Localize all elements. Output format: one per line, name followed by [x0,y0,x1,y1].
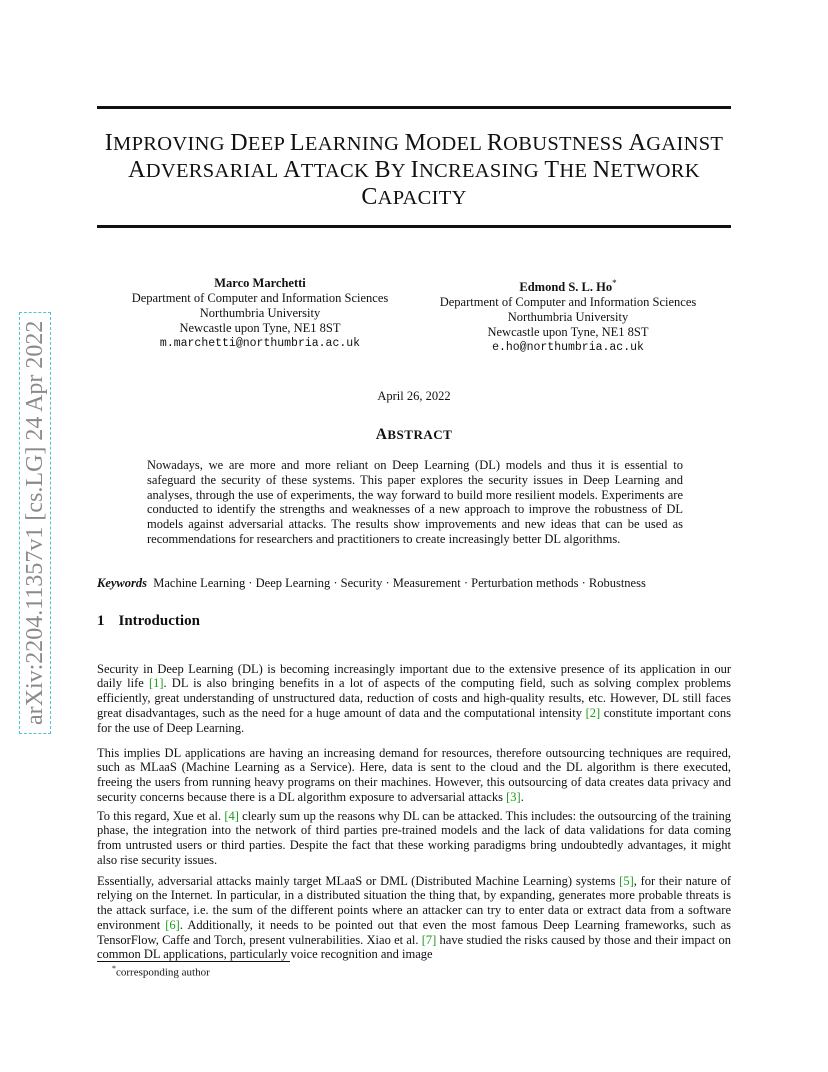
author-name-line [408,276,728,295]
section-heading [97,613,200,630]
title-line: CAPACITY [361,184,467,210]
citation-link[interactable]: [7] [421,932,437,947]
title-line: IMPROVING DEEP LEARNING MODEL ROBUSTNESS AGAINST [104,130,724,156]
paragraph-text: . DL is also bringing benefits in a lot of aspects of the computing field, such as solving complex problems efficiently, great understanding of unstructured data, reduction of costs and high-quality results, etc. However, DL still faces great disadvantages, such as the need for a huge amount of data and the computational intensity [97,676,731,720]
abstract-heading: ABSTRACT [375,426,453,443]
footnote-text: corresponding author [116,966,210,979]
abstract-text: Nowadays, we are more and more reliant on Deep Learning (DL) models and thus it is essential to safeguard the security of these systems. This paper explores the security issues in Deep Learning and analyses, through the use of experiments, the way forward to build more resilient models. Experiments are conducted to identify the strengths and weaknesses of a new approach to improve the robustness of DL models against adversarial attacks. The results show improvements and new ideas that can be used as recommendations for researchers and practitioners to create increasingly better DL algorithms. [147,458,683,546]
author-city: Newcastle upon Tyne, NE1 8ST [487,325,649,340]
keywords-list: Machine Learning · Deep Learning · Security · Measurement · Perturbation methods · Robustness [153,576,646,590]
citation-link[interactable]: [4] [224,808,239,823]
author-block [408,276,728,355]
paragraph-text: This implies DL applications are having an increasing demand for resources, therefore outsourcing techniques are required, such as MLaaS (Machine Learning as a Service). Here, data is sent to the cloud and the DL algorithm is there executed, freeing the users from running heavy programs on their machines. However, this outsourcing of data creates data privacy and security concerns because there is a DL algorithm exposure to adversarial attacks [97,745,731,804]
citation-link[interactable]: [1] [148,676,164,691]
citation-link[interactable]: [6] [165,917,180,932]
paper-title [97,130,731,211]
body-paragraph [97,662,731,736]
body-paragraph [97,874,731,963]
arxiv-identifier[interactable]: arXiv:2204.11357v1 [cs.LG] 24 Apr 2022 [19,312,51,734]
paragraph-text: constitute important cons for the use of Deep Learning. [97,705,731,735]
paragraph-text: Essentially, adversarial attacks mainly target MLaaS or DML (Distributed Machine Learning) systems [97,873,620,888]
author-affiliation: Department of Computer and Information Sciences [439,295,697,310]
author-email[interactable]: e.ho@northumbria.ac.uk [492,341,644,355]
author-name: Marco Marchetti [214,276,306,290]
author-university: Northumbria University [507,310,629,325]
title-line: ADVERSARIAL ATTACK BY INCREASING THE NETWORK [128,157,700,183]
paragraph-text: Security in Deep Learning (DL) is becoming increasingly important due to the extensive presence of its application in our daily life [97,661,731,691]
citation-link[interactable]: [5] [619,873,634,888]
paragraph-text: have studied the risks caused by those and their impact on common DL applications, particularly voice recognition and image [97,932,731,962]
keywords-line [97,576,731,591]
citation-link[interactable]: [3] [506,789,521,804]
paragraph-text: . Additionally, it needs to be pointed out that even the most famous Deep Learning frameworks, such as TensorFlow, Caffe and Torch, present vulnerabilities. Xiao et al. [97,917,731,947]
footnote [112,964,210,979]
paragraph-text: To this regard, Xue et al. [97,808,225,823]
paragraph-text: , for their nature of relying on the Internet. In particular, in a distributed situation the thing that, by expanding, generates more probable threats is the attack surface, i.e. the sum of the different points where an attacker can try to enter data or extract data from a software environment [97,873,731,932]
corresponding-marker: * [612,278,617,288]
author-city: Newcastle upon Tyne, NE1 8ST [179,321,341,335]
title-bottom-rule [97,225,731,228]
author-affiliation: Department of Computer and Information Sciences [131,291,389,305]
section-title: Introduction [118,613,200,629]
paragraph-text: clearly sum up the reasons why DL can be attacked. This includes: the outsourcing of the training phase, the integration into the network of third parties pre-trained models and the lack of data validations for data coming from untrusted users or third parties. Despite the fact that these working paradigms bring undoubtedly advantages, it might also rise security issues. [97,808,731,867]
author-name: Edmond S. L. Ho [519,280,613,295]
title-top-rule [97,106,731,109]
keywords-label: Keywords [97,576,147,590]
author-university: Northumbria University [199,306,321,320]
citation-link[interactable]: [2] [585,705,601,720]
author-block [100,276,420,351]
paper-date: April 26, 2022 [377,389,451,403]
body-paragraph [97,809,731,868]
footnote-marker: * [112,964,116,973]
author-email[interactable]: m.marchetti@northumbria.ac.uk [159,337,361,350]
body-paragraph [97,746,731,805]
paragraph-text: . [520,789,524,804]
footnote-rule [97,961,290,962]
section-number: 1 [97,613,105,629]
